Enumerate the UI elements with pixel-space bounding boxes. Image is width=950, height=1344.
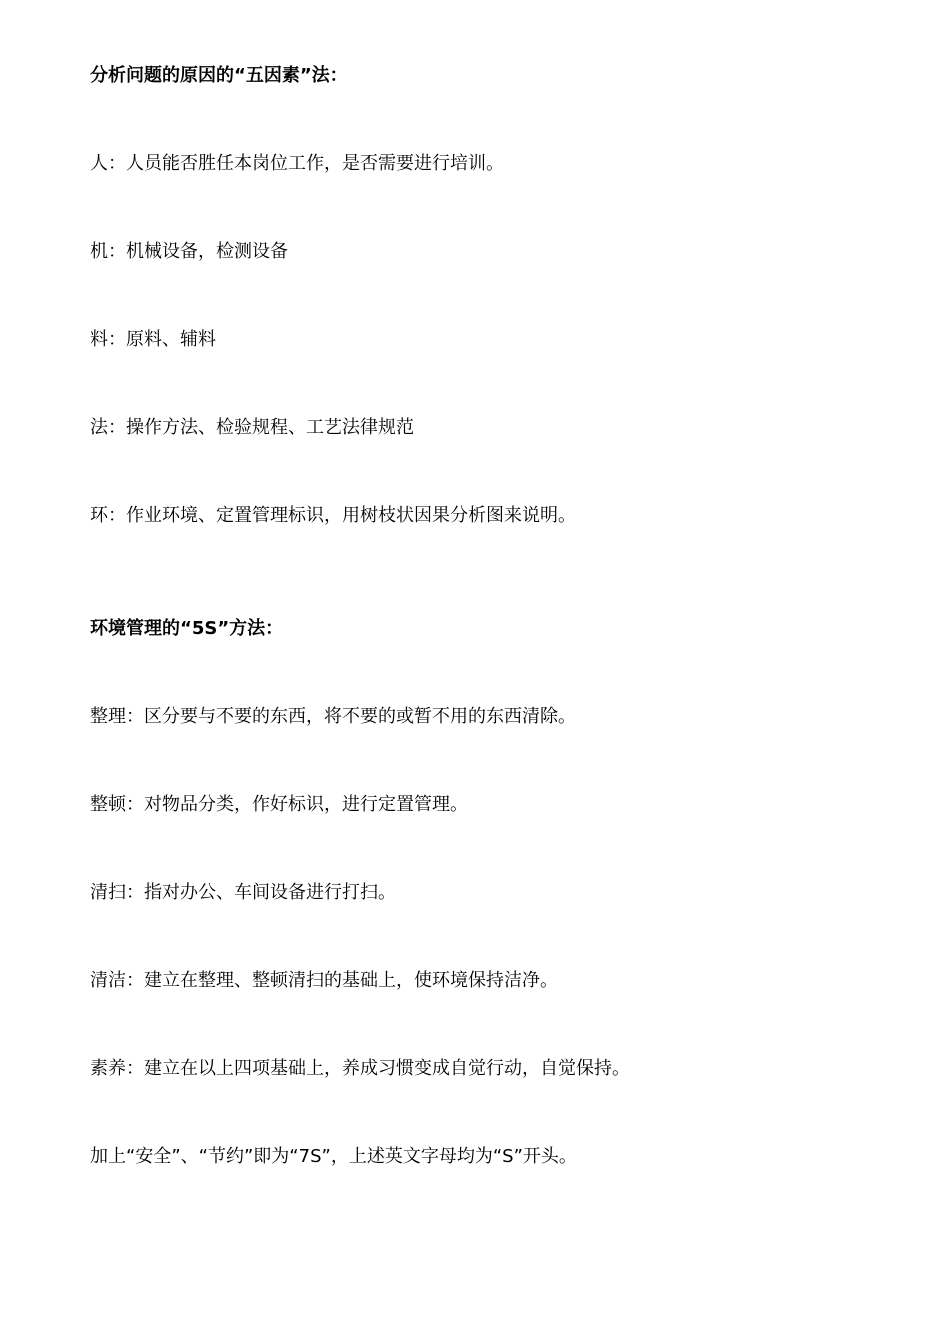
5s-sustain: 素养：建立在以上四项基础上，养成习惯变成自觉行动，自觉保持。 xyxy=(90,1058,630,1079)
factor-environment: 环：作业环境、定置管理标识，用树枝状因果分析图来说明。 xyxy=(90,505,576,526)
factor-person: 人：人员能否胜任本岗位工作，是否需要进行培训。 xyxy=(90,153,504,174)
factor-machine: 机：机械设备，检测设备 xyxy=(90,241,288,262)
heading-5s: 环境管理的“5S”方法： xyxy=(90,618,284,639)
5s-standardize: 清洁：建立在整理、整顿清扫的基础上，使环境保持洁净。 xyxy=(90,970,558,991)
7s-note: 加上“安全”、“节约”即为“7S”，上述英文字母均为“S”开头。 xyxy=(90,1146,577,1167)
factor-method: 法：操作方法、检验规程、工艺法律规范 xyxy=(90,417,414,438)
5s-shine: 清扫：指对办公、车间设备进行打扫。 xyxy=(90,882,396,903)
heading-five-factors: 分析问题的原因的“五因素”法： xyxy=(90,65,348,86)
5s-set-in-order: 整顿：对物品分类，作好标识，进行定置管理。 xyxy=(90,794,468,815)
5s-sort: 整理：区分要与不要的东西，将不要的或暂不用的东西清除。 xyxy=(90,706,576,727)
factor-material: 料：原料、辅料 xyxy=(90,329,216,350)
